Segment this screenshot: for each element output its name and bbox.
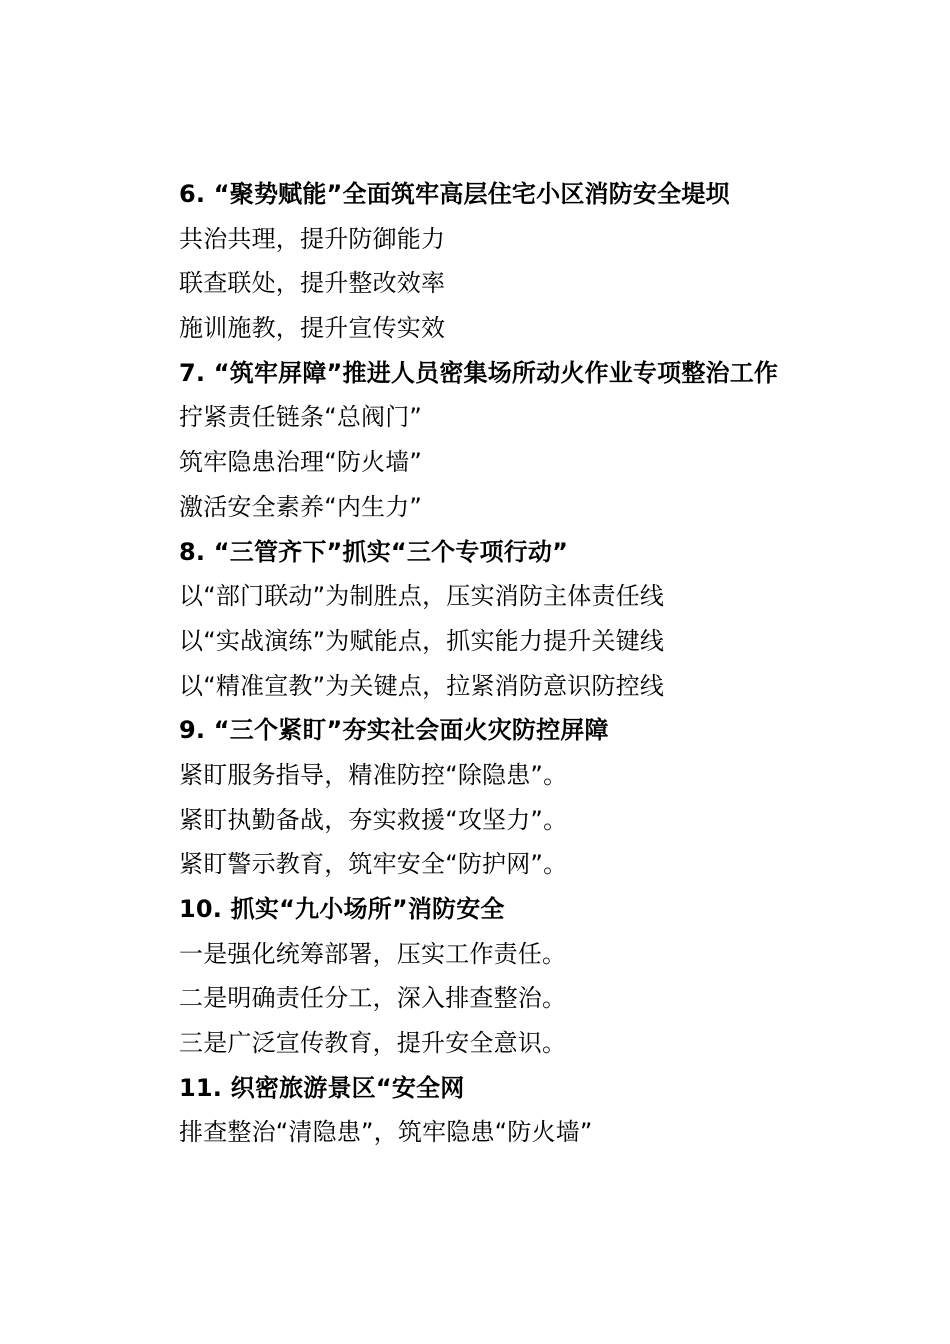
section-item: 联查联处，提升整改效率 [179,269,446,298]
section-item: 紧盯执勤备战，夯实救援“攻坚力”。 [179,805,568,834]
section-11 [179,1066,879,1155]
section-6 [179,172,879,351]
section-item: 施训施教，提升宣传实效 [179,314,446,343]
section-heading: 8. “三管齐下”抓实“三个专项行动” [179,537,569,566]
section-8 [179,530,879,709]
section-item: 以“精准宣教”为关键点，拉紧消防意识防控线 [179,671,665,700]
section-item: 排查整治“清隐患”，筑牢隐患“防火墙” [179,1118,593,1147]
section-heading: 10. 抓实“九小场所”消防安全 [179,895,505,923]
section-item: 一是强化统筹部署，压实工作责任。 [179,939,567,968]
section-7 [179,351,879,530]
section-item: 三是广泛宣传教育，提升安全意识。 [179,1029,567,1058]
section-item: 紧盯服务指导，精准防控“除隐患”。 [179,760,568,789]
document-body [179,172,879,1155]
section-9 [179,708,879,887]
section-item: 以“实战演练”为赋能点，抓实能力提升关键线 [179,626,665,655]
section-item: 拧紧责任链条“总阀门” [179,403,423,432]
section-item: 紧盯警示教育，筑牢安全“防护网”。 [179,850,568,879]
section-item: 筑牢隐患治理“防火墙” [179,448,423,477]
section-item: 二是明确责任分工，深入排查整治。 [179,984,567,1013]
section-heading: 11. 织密旅游景区“安全网 [179,1073,465,1102]
section-heading: 6. “聚势赋能”全面筑牢高层住宅小区消防安全堤坝 [179,180,730,208]
section-heading: 7. “筑牢屏障”推进人员密集场所动火作业专项整治工作 [179,358,779,387]
section-heading: 9. “三个紧盯”夯实社会面火灾防控屏障 [179,716,609,745]
section-10 [179,887,879,1066]
section-item: 以“部门联动”为制胜点，压实消防主体责任线 [179,582,665,611]
section-item: 共治共理，提升防御能力 [179,224,446,253]
section-item: 激活安全素养“内生力” [179,492,423,521]
